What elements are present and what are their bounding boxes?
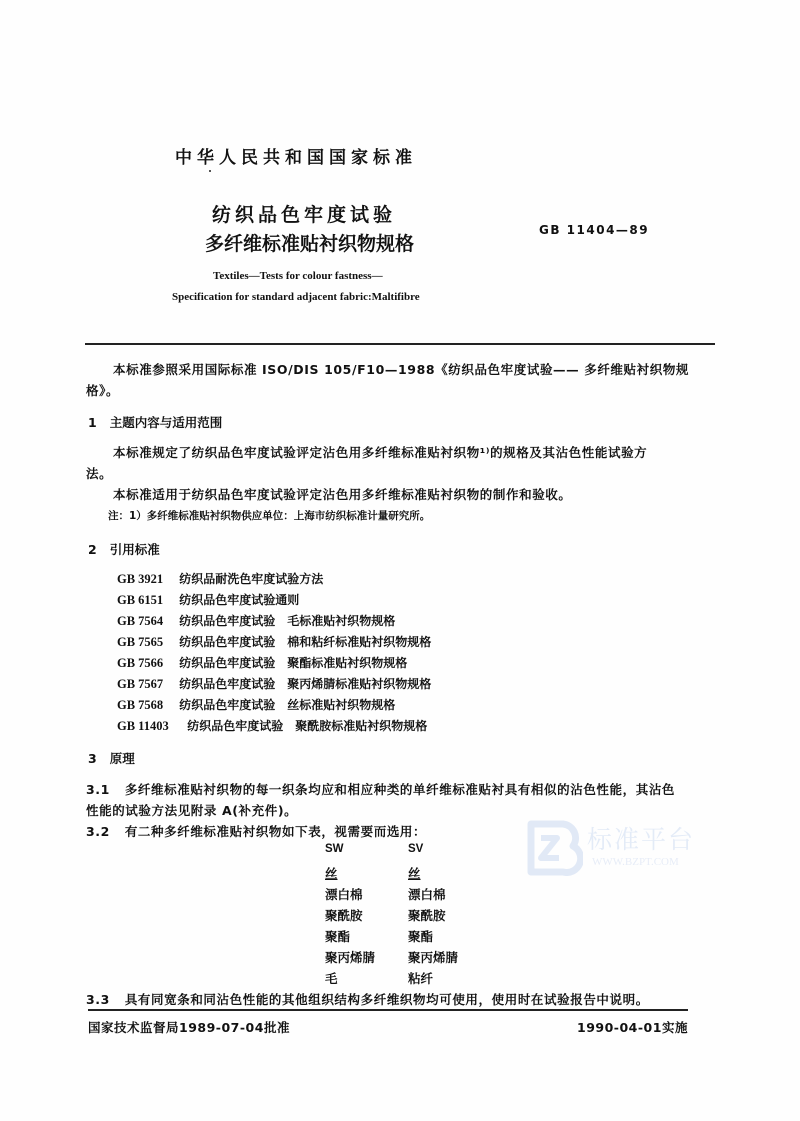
reference-code: GB 6151	[117, 593, 164, 607]
reference-title: 纺织品色牢度试验 聚酰胺标准贴衬织物规格	[187, 719, 428, 733]
reference-code: GB 7565	[117, 635, 164, 649]
reference-code: GB 3921	[117, 572, 164, 586]
header-divider	[85, 343, 715, 345]
section-number: 1	[88, 415, 97, 430]
reference-item	[117, 612, 395, 629]
reference-title: 纺织品色牢度试验 丝标准贴衬织物规格	[179, 698, 396, 712]
reference-title: 纺织品色牢度试验通则	[179, 593, 300, 607]
section-1-heading	[88, 413, 222, 431]
table-cell-sv: 粘纤	[408, 971, 434, 986]
table-cell-sv: 聚丙烯腈	[408, 950, 459, 965]
section-number: 2	[88, 542, 97, 557]
title-line-1: 纺织品色牢度试验	[212, 204, 397, 226]
clause-text: 多纤维标准贴衬织物的每一织条均应和相应种类的单纤维标准贴衬具有相似的沾色性能，其沾色	[124, 782, 676, 797]
reference-code: GB 7568	[117, 698, 164, 712]
intro-line-2: 格》。	[86, 383, 120, 398]
reference-item	[117, 654, 407, 671]
section-number: 3	[88, 751, 97, 766]
table-cell-sw: 聚酯	[325, 929, 351, 944]
section-title: 主题内容与适用范围	[109, 415, 223, 430]
clause-number: 3.3	[86, 992, 110, 1007]
table-cell-sw: 毛	[325, 971, 338, 986]
clause-3-1-line-2: 性能的试验方法见附录 A(补充件)。	[86, 803, 298, 818]
reference-item	[117, 675, 431, 692]
bzpt-logo-icon	[527, 820, 583, 876]
reference-item	[117, 570, 323, 587]
clause-3-2	[86, 822, 426, 840]
section-title: 原理	[109, 751, 135, 766]
clause-text: 具有同宽条和同沾色性能的其他组织结构多纤维织物均可使用，使用时在试验报告中说明。	[124, 992, 649, 1007]
table-header-sv: SV	[408, 843, 424, 855]
clause-text: 有二种多纤维标准贴衬织物如下表，视需要而选用：	[124, 824, 427, 839]
approval-date: 国家技术监督局1989-07-04批准	[88, 1020, 290, 1035]
reference-title: 纺织品色牢度试验 聚酯标准贴衬织物规格	[179, 656, 408, 670]
table-cell-sw: 聚丙烯腈	[325, 950, 376, 965]
english-title-line-2: Specification for standard adjacent fabric:Maltifibre	[172, 291, 420, 303]
reference-item	[117, 696, 395, 713]
reference-title: 纺织品色牢度试验 聚丙烯腈标准贴衬织物规格	[179, 677, 432, 691]
reference-code: GB 7567	[117, 677, 164, 691]
section-1-para-1-line-2: 法。	[86, 466, 113, 481]
clause-number: 3.1	[86, 782, 110, 797]
table-cell-sv: 漂白棉	[408, 887, 446, 902]
table-cell-sv: 丝	[408, 866, 421, 881]
table-cell-sw: 聚酰胺	[325, 908, 363, 923]
clause-3-3	[86, 990, 649, 1008]
reference-code: GB 7564	[117, 614, 164, 628]
reference-code: GB 7566	[117, 656, 164, 670]
effective-date: 1990-04-01实施	[577, 1020, 688, 1035]
reference-title: 纺织品色牢度试验 毛标准贴衬织物规格	[179, 614, 396, 628]
section-3-heading	[88, 749, 135, 767]
decorative-dot	[209, 170, 211, 172]
section-1-para-2: 本标准适用于纺织品色牢度试验评定沾色用多纤维标准贴衬织物的制作和验收。	[113, 487, 572, 502]
section-1-para-1-line-1: 本标准规定了纺织品色牢度试验评定沾色用多纤维标准贴衬织物¹⁾的规格及其沾色性能试验方	[113, 445, 648, 460]
table-cell-sw: 漂白棉	[325, 887, 363, 902]
watermark-url: WWW.BZPT.COM	[592, 856, 679, 868]
reference-item	[117, 633, 431, 650]
table-header-sw: SW	[325, 843, 344, 855]
table-cell-sv: 聚酰胺	[408, 908, 446, 923]
table-cell-sw: 丝	[325, 866, 338, 881]
clause-3-1-line-1	[86, 780, 675, 798]
reference-item	[117, 591, 299, 608]
title-line-2: 多纤维标准贴衬织物规格	[205, 233, 415, 255]
english-title-line-1: Textiles—Tests for colour fastness—	[213, 270, 383, 282]
reference-title: 纺织品耐洗色牢度试验方法	[179, 572, 324, 586]
section-2-heading	[88, 540, 160, 558]
section-title: 引用标准	[109, 542, 160, 557]
clause-number: 3.2	[86, 824, 110, 839]
national-standard-header: 中华人民共和国国家标准	[175, 148, 417, 168]
watermark-text: 标准平台	[587, 825, 696, 854]
footer-divider	[88, 1009, 688, 1011]
intro-line-1: 本标准参照采用国际标准 ISO/DIS 105/F10—1988《纺织品色牢度试验—— 多纤维贴衬织物规	[113, 362, 690, 377]
footnote: 注：1）多纤维标准贴衬织物供应单位：上海市纺织标准计量研究所。	[108, 510, 431, 522]
standard-number: GB 11404—89	[539, 223, 650, 237]
watermark	[527, 820, 727, 880]
table-cell-sv: 聚酯	[408, 929, 434, 944]
reference-title: 纺织品色牢度试验 棉和粘纤标准贴衬织物规格	[179, 635, 432, 649]
reference-item	[117, 717, 427, 734]
reference-code: GB 11403	[117, 719, 169, 733]
